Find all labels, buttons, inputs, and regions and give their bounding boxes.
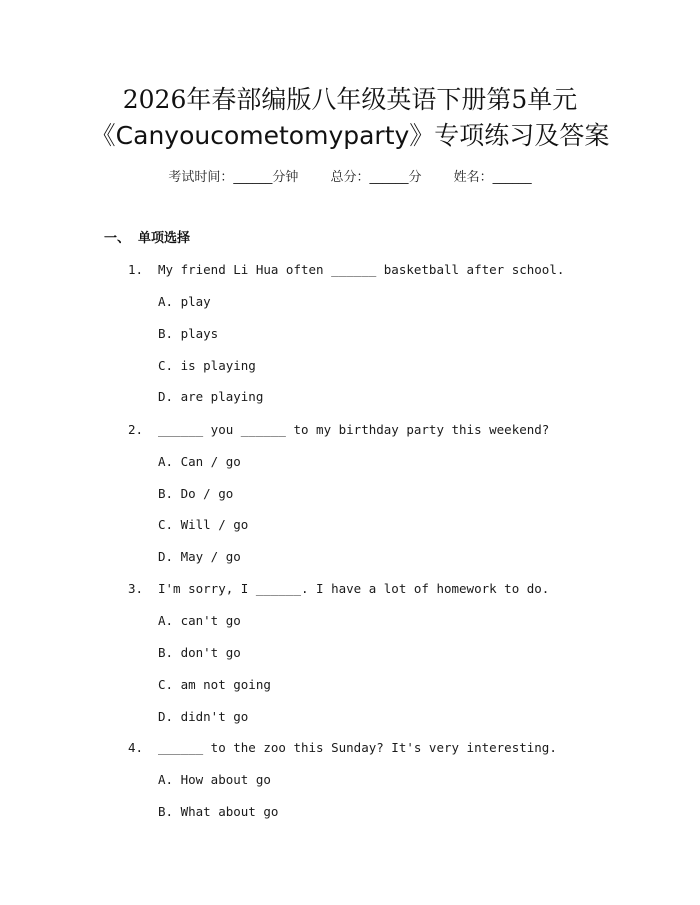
document-title-line-1: 2026年春部编版八年级英语下册第5单元 [122, 85, 578, 114]
question-2-option-d: D. May / go [158, 549, 241, 564]
question-1-option-d: D. are playing [158, 389, 264, 404]
student-name-field: 姓名：______ [453, 170, 532, 185]
section-number: 一、 [104, 231, 131, 246]
question-4 [128, 739, 557, 757]
section-title: 单项选择 [138, 231, 191, 246]
question-1-option-b: B. plays [158, 326, 219, 341]
question-4-option-b: B. What about go [158, 804, 279, 819]
section-heading [104, 230, 190, 248]
question-1-option-a: A. play [158, 294, 211, 309]
question-text: I'm sorry, I ______. I have a lot of homework to do. [158, 581, 550, 596]
question-3-option-b: B. don't go [158, 645, 241, 660]
question-number: 1. [128, 262, 144, 277]
question-3-option-c: C. am not going [158, 677, 271, 692]
exam-info-row [0, 169, 700, 187]
question-1 [128, 261, 564, 279]
total-score-field: 总分：______分 [330, 170, 422, 185]
question-number: 3. [128, 581, 144, 596]
question-number: 2. [128, 422, 144, 437]
question-3-option-a: A. can't go [158, 613, 241, 628]
question-2-option-a: A. Can / go [158, 454, 241, 469]
question-3-option-d: D. didn't go [158, 709, 249, 724]
question-2-option-b: B. Do / go [158, 486, 234, 501]
question-1-option-c: C. is playing [158, 358, 256, 373]
question-text: ______ you ______ to my birthday party this weekend? [158, 422, 550, 437]
question-text: My friend Li Hua often ______ basketball after school. [158, 262, 565, 277]
exam-time-field: 考试时间：______分钟 [168, 170, 299, 185]
question-2 [128, 421, 549, 439]
question-2-option-c: C. Will / go [158, 517, 249, 532]
question-text: ______ to the zoo this Sunday? It's very interesting. [158, 740, 557, 755]
document-title-line-2: 《Canyoucometomyparty》专项练习及答案 [90, 121, 610, 150]
question-3 [128, 580, 549, 598]
question-4-option-a: A. How about go [158, 772, 271, 787]
question-number: 4. [128, 740, 144, 755]
